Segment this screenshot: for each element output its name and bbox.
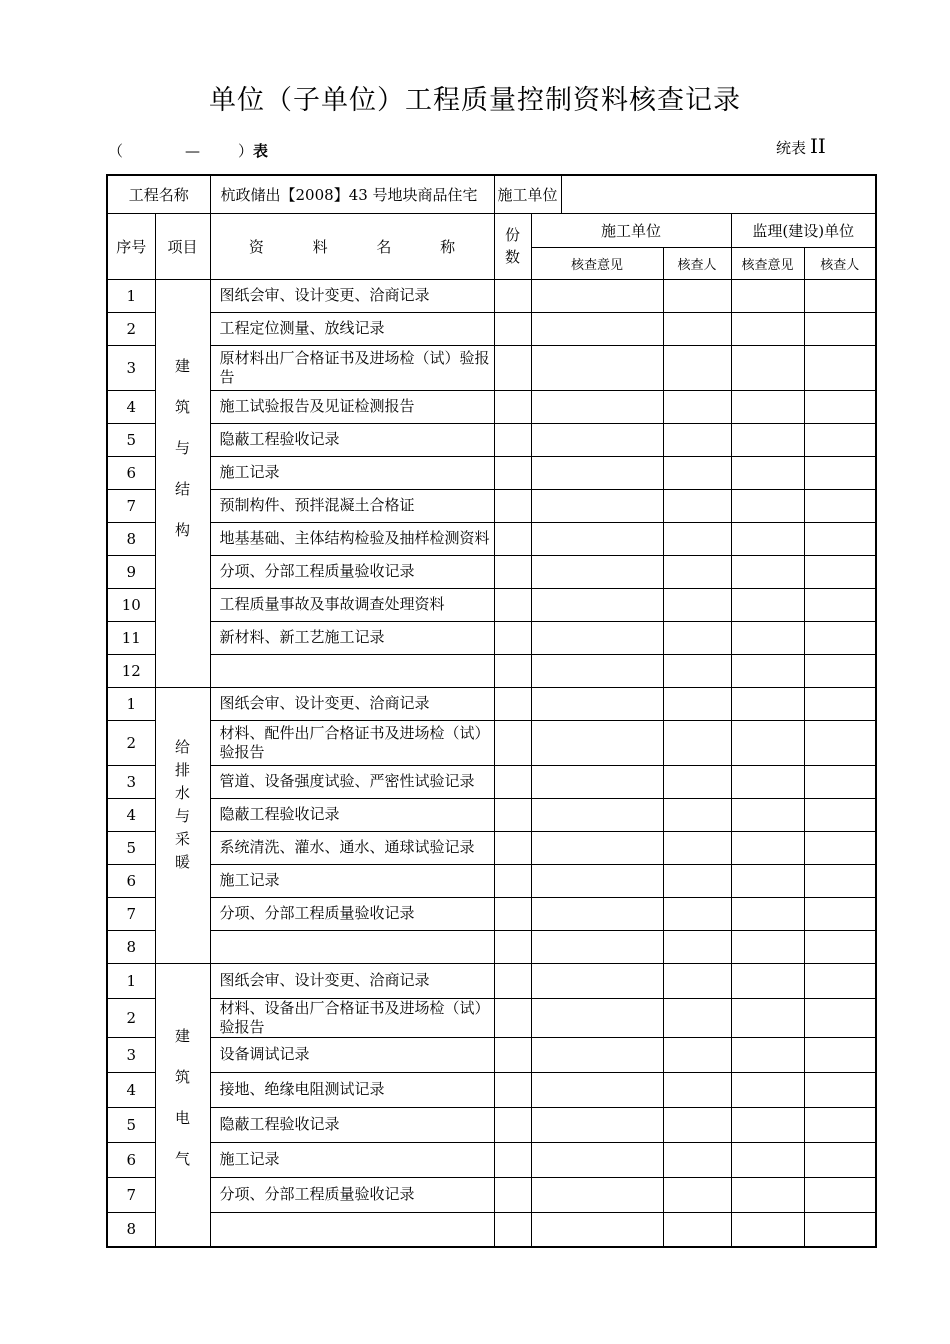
row-number: 12 (107, 654, 155, 687)
section-item-name (155, 687, 210, 963)
row-number: 8 (107, 1212, 155, 1247)
table-row (107, 1177, 876, 1212)
supervision-checker-header: 核查人 (804, 247, 876, 279)
construction-checker-cell[interactable] (663, 312, 731, 345)
supervision-checker-cell[interactable] (804, 963, 876, 998)
construction-checker-cell[interactable] (663, 345, 731, 390)
document-name: 系统清洗、灌水、通水、通球试验记录 (210, 831, 494, 864)
row-number: 3 (107, 345, 155, 390)
supervision-checker-cell[interactable] (804, 831, 876, 864)
row-number: 1 (107, 963, 155, 998)
section-item-char: 与 (175, 438, 191, 457)
table-row (107, 279, 876, 312)
table-row (107, 798, 876, 831)
construction-checker-cell[interactable] (663, 798, 731, 831)
supervision-opinion-cell[interactable] (731, 456, 804, 489)
supervision-opinion-cell[interactable] (731, 1037, 804, 1072)
copies-cell[interactable] (494, 765, 531, 798)
construction-checker-cell[interactable] (663, 423, 731, 456)
copies-cell[interactable] (494, 831, 531, 864)
copies-cell[interactable] (494, 456, 531, 489)
copies-cell[interactable] (494, 897, 531, 930)
table-row (107, 312, 876, 345)
construction-opinion-cell[interactable] (531, 798, 663, 831)
row-number: 4 (107, 798, 155, 831)
table-row (107, 765, 876, 798)
copies-cell[interactable] (494, 522, 531, 555)
supervision-opinion-header: 核查意见 (731, 247, 804, 279)
construction-checker-cell[interactable] (663, 390, 731, 423)
construction-checker-cell[interactable] (663, 930, 731, 963)
construction-opinion-cell[interactable] (531, 279, 663, 312)
supervision-checker-cell[interactable] (804, 687, 876, 720)
supervision-checker-cell[interactable] (804, 798, 876, 831)
document-name: 新材料、新工艺施工记录 (210, 621, 494, 654)
row-number: 9 (107, 555, 155, 588)
row-number: 1 (107, 279, 155, 312)
row-number: 6 (107, 864, 155, 897)
supervision-checker-cell[interactable] (804, 720, 876, 765)
supervision-opinion-cell[interactable] (731, 687, 804, 720)
supervision-opinion-cell[interactable] (731, 489, 804, 522)
copies-cell[interactable] (494, 1177, 531, 1212)
document-name: 隐蔽工程验收记录 (210, 423, 494, 456)
section-item-char: 水 (175, 784, 191, 802)
supervision-checker-cell[interactable] (804, 423, 876, 456)
supervision-opinion-cell[interactable] (731, 1107, 804, 1142)
section-item-name (155, 963, 210, 1247)
construction-checker-cell[interactable] (663, 897, 731, 930)
open-paren: （ (108, 142, 124, 160)
supervision-checker-cell[interactable] (804, 279, 876, 312)
row-number: 10 (107, 588, 155, 621)
document-name (210, 654, 494, 687)
construction-checker-header: 核查人 (663, 247, 731, 279)
construction-checker-cell[interactable] (663, 963, 731, 998)
construction-opinion-cell[interactable] (531, 998, 663, 1037)
supervision-checker-cell[interactable] (804, 1177, 876, 1212)
table-row (107, 1037, 876, 1072)
supervision-opinion-cell[interactable] (731, 897, 804, 930)
row-number: 6 (107, 456, 155, 489)
document-name (210, 1212, 494, 1247)
document-name: 施工试验报告及见证检测报告 (210, 390, 494, 423)
construction-opinion-cell[interactable] (531, 963, 663, 998)
section-item-char: 给 (175, 738, 191, 756)
construction-opinion-cell[interactable] (531, 1037, 663, 1072)
row-number: 7 (107, 489, 155, 522)
table-row (107, 1072, 876, 1107)
row-number: 2 (107, 312, 155, 345)
table-row (107, 963, 876, 998)
document-name: 图纸会审、设计变更、洽商记录 (210, 687, 494, 720)
supervision-opinion-cell[interactable] (731, 621, 804, 654)
table-row (107, 654, 876, 687)
copies-cell[interactable] (494, 864, 531, 897)
construction-opinion-cell[interactable] (531, 555, 663, 588)
construction-opinion-cell[interactable] (531, 588, 663, 621)
row-number: 5 (107, 1107, 155, 1142)
table-row (107, 831, 876, 864)
table-row (107, 687, 876, 720)
section-item-char: 筑 (175, 397, 191, 416)
construction-opinion-cell[interactable] (531, 1212, 663, 1247)
supervision-checker-cell[interactable] (804, 1142, 876, 1177)
supervision-checker-cell[interactable] (804, 1072, 876, 1107)
table-row (107, 1142, 876, 1177)
supervision-opinion-cell[interactable] (731, 798, 804, 831)
section-item-char: 暖 (175, 853, 191, 871)
construction-checker-cell[interactable] (663, 1212, 731, 1247)
supervision-opinion-cell[interactable] (731, 1142, 804, 1177)
document-name: 隐蔽工程验收记录 (210, 1107, 494, 1142)
construction-checker-cell[interactable] (663, 522, 731, 555)
seq-header: 序号 (107, 213, 155, 279)
construction-checker-cell[interactable] (663, 998, 731, 1037)
document-name: 施工记录 (210, 864, 494, 897)
copies-header: 份 数 (494, 213, 531, 279)
row-number: 4 (107, 1072, 155, 1107)
construction-opinion-cell[interactable] (531, 1177, 663, 1212)
supervision-checker-cell[interactable] (804, 864, 876, 897)
copies-cell[interactable] (494, 1037, 531, 1072)
table-row (107, 588, 876, 621)
dash: — (185, 142, 201, 160)
copies-cell[interactable] (494, 423, 531, 456)
document-name: 图纸会审、设计变更、洽商记录 (210, 963, 494, 998)
section-item-char: 电 (175, 1108, 191, 1127)
copies-cell[interactable] (494, 588, 531, 621)
table-row (107, 864, 876, 897)
table-row (107, 390, 876, 423)
construction-opinion-cell[interactable] (531, 864, 663, 897)
section-item-char: 建 (175, 356, 191, 375)
supervision-opinion-cell[interactable] (731, 555, 804, 588)
construction-opinion-cell[interactable] (531, 390, 663, 423)
table-row (107, 897, 876, 930)
copies-cell[interactable] (494, 489, 531, 522)
construction-opinion-header: 核查意见 (531, 247, 663, 279)
supervision-opinion-cell[interactable] (731, 279, 804, 312)
document-name: 材料、配件出厂合格证书及进场检（试）验报告 (210, 720, 494, 765)
construction-opinion-cell[interactable] (531, 456, 663, 489)
table-number-line (108, 140, 268, 161)
supervision-opinion-cell[interactable] (731, 963, 804, 998)
supervision-opinion-cell[interactable] (731, 345, 804, 390)
document-name: 图纸会审、设计变更、洽商记录 (210, 279, 494, 312)
project-name-label: 工程名称 (107, 175, 210, 213)
construction-checker-cell[interactable] (663, 765, 731, 798)
table-row (107, 423, 876, 456)
document-name: 原材料出厂合格证书及进场检（试）验报告 (210, 345, 494, 390)
row-number: 5 (107, 831, 155, 864)
table-row (107, 621, 876, 654)
supervision-checker-cell[interactable] (804, 1107, 876, 1142)
supervision-opinion-cell[interactable] (731, 998, 804, 1037)
construction-checker-cell[interactable] (663, 1107, 731, 1142)
row-number: 2 (107, 720, 155, 765)
copies-cell[interactable] (494, 687, 531, 720)
supervision-checker-cell[interactable] (804, 654, 876, 687)
section-item-char: 构 (175, 520, 191, 539)
construction-checker-cell[interactable] (663, 1142, 731, 1177)
row-number: 1 (107, 687, 155, 720)
document-name: 设备调试记录 (210, 1037, 494, 1072)
row-number: 5 (107, 423, 155, 456)
construction-checker-cell[interactable] (663, 555, 731, 588)
construction-checker-cell[interactable] (663, 1037, 731, 1072)
document-name: 预制构件、预拌混凝土合格证 (210, 489, 494, 522)
document-name: 管道、设备强度试验、严密性试验记录 (210, 765, 494, 798)
supervision-opinion-cell[interactable] (731, 423, 804, 456)
copies-cell[interactable] (494, 555, 531, 588)
supervision-opinion-cell[interactable] (731, 831, 804, 864)
construction-checker-cell[interactable] (663, 864, 731, 897)
copies-cell[interactable] (494, 654, 531, 687)
section-item-char: 采 (175, 830, 191, 848)
construction-opinion-cell[interactable] (531, 345, 663, 390)
construction-checker-cell[interactable] (663, 279, 731, 312)
construction-checker-cell[interactable] (663, 1177, 731, 1212)
row-number: 7 (107, 897, 155, 930)
row-number: 4 (107, 390, 155, 423)
doc-name-header: 资 料 名 称 (210, 213, 494, 279)
table-row (107, 930, 876, 963)
document-name: 接地、绝缘电阻测试记录 (210, 1072, 494, 1107)
supervision-checker-cell[interactable] (804, 897, 876, 930)
construction-opinion-cell[interactable] (531, 831, 663, 864)
item-header: 项目 (155, 213, 210, 279)
copies-cell[interactable] (494, 390, 531, 423)
section-item-char: 气 (175, 1149, 191, 1168)
construction-checker-cell[interactable] (663, 588, 731, 621)
construction-checker-cell[interactable] (663, 831, 731, 864)
construction-opinion-cell[interactable] (531, 654, 663, 687)
row-number: 8 (107, 930, 155, 963)
copies-cell[interactable] (494, 720, 531, 765)
construction-opinion-cell[interactable] (531, 1107, 663, 1142)
supervision-opinion-cell[interactable] (731, 1177, 804, 1212)
construction-checker-cell[interactable] (663, 654, 731, 687)
document-name: 材料、设备出厂合格证书及进场检（试）验报告 (210, 998, 494, 1037)
row-number: 8 (107, 522, 155, 555)
supervision-opinion-cell[interactable] (731, 765, 804, 798)
construction-opinion-cell[interactable] (531, 765, 663, 798)
supervision-opinion-cell[interactable] (731, 588, 804, 621)
table-row (107, 345, 876, 390)
document-name: 工程质量事故及事故调查处理资料 (210, 588, 494, 621)
construction-opinion-cell[interactable] (531, 1142, 663, 1177)
construction-checker-cell[interactable] (663, 621, 731, 654)
copies-cell[interactable] (494, 621, 531, 654)
supervision-opinion-cell[interactable] (731, 720, 804, 765)
header-row-1 (107, 213, 876, 247)
supervision-checker-cell[interactable] (804, 930, 876, 963)
table-row (107, 555, 876, 588)
supervision-checker-cell[interactable] (804, 390, 876, 423)
project-name-value[interactable]: 杭政储出【2008】43 号地块商品住宅 (210, 175, 494, 213)
row-number: 11 (107, 621, 155, 654)
table-row (107, 1212, 876, 1247)
copies-cell[interactable] (494, 798, 531, 831)
section-item-char: 与 (175, 807, 191, 825)
construction-opinion-cell[interactable] (531, 897, 663, 930)
construction-opinion-cell[interactable] (531, 312, 663, 345)
supervision-opinion-cell[interactable] (731, 390, 804, 423)
supervision-opinion-cell[interactable] (731, 864, 804, 897)
document-name: 地基基础、主体结构检验及抽样检测资料 (210, 522, 494, 555)
copies-cell[interactable] (494, 1072, 531, 1107)
construction-checker-cell[interactable] (663, 489, 731, 522)
supervision-checker-cell[interactable] (804, 489, 876, 522)
close-paren: ） (238, 142, 254, 160)
table-row (107, 489, 876, 522)
construction-unit-header: 施工单位 (531, 213, 731, 247)
row-number: 7 (107, 1177, 155, 1212)
supervision-checker-cell[interactable] (804, 312, 876, 345)
supervision-unit-header: 监理(建设)单位 (731, 213, 876, 247)
section-item-char: 建 (175, 1026, 191, 1045)
document-name (210, 930, 494, 963)
supervision-opinion-cell[interactable] (731, 1212, 804, 1247)
supervision-checker-cell[interactable] (804, 555, 876, 588)
construction-checker-cell[interactable] (663, 1072, 731, 1107)
construction-opinion-cell[interactable] (531, 423, 663, 456)
form-code-roman: II (810, 134, 826, 158)
supervision-opinion-cell[interactable] (731, 312, 804, 345)
copies-cell[interactable] (494, 1142, 531, 1177)
check-record-table (106, 174, 877, 1248)
document-name: 分项、分部工程质量验收记录 (210, 897, 494, 930)
supervision-opinion-cell[interactable] (731, 1072, 804, 1107)
copies-cell[interactable] (494, 312, 531, 345)
supervision-checker-cell[interactable] (804, 1037, 876, 1072)
form-code-label: 统表 (776, 139, 807, 157)
document-name: 施工记录 (210, 1142, 494, 1177)
document-name: 分项、分部工程质量验收记录 (210, 555, 494, 588)
table-suffix: 表 (253, 142, 269, 160)
copies-cell[interactable] (494, 345, 531, 390)
construction-opinion-cell[interactable] (531, 489, 663, 522)
row-number: 2 (107, 998, 155, 1037)
supervision-checker-cell[interactable] (804, 621, 876, 654)
construction-unit-value[interactable] (561, 175, 876, 213)
construction-checker-cell[interactable] (663, 720, 731, 765)
construction-opinion-cell[interactable] (531, 930, 663, 963)
table-row (107, 522, 876, 555)
construction-opinion-cell[interactable] (531, 720, 663, 765)
supervision-checker-cell[interactable] (804, 765, 876, 798)
supervision-checker-cell[interactable] (804, 998, 876, 1037)
table-row (107, 1107, 876, 1142)
construction-checker-cell[interactable] (663, 687, 731, 720)
page-title: 单位（子单位）工程质量控制资料核查记录 (209, 85, 741, 116)
table-row (107, 720, 876, 765)
construction-unit-label: 施工单位 (494, 175, 561, 213)
copies-cell[interactable] (494, 963, 531, 998)
section-item-name (155, 279, 210, 687)
row-number: 3 (107, 1037, 155, 1072)
copies-cell[interactable] (494, 1212, 531, 1247)
supervision-checker-cell[interactable] (804, 1212, 876, 1247)
copies-cell[interactable] (494, 930, 531, 963)
copies-cell[interactable] (494, 998, 531, 1037)
supervision-opinion-cell[interactable] (731, 654, 804, 687)
section-item-char: 筑 (175, 1067, 191, 1086)
supervision-checker-cell[interactable] (804, 522, 876, 555)
supervision-opinion-cell[interactable] (731, 522, 804, 555)
copies-cell[interactable] (494, 1107, 531, 1142)
document-name: 隐蔽工程验收记录 (210, 798, 494, 831)
supervision-checker-cell[interactable] (804, 345, 876, 390)
construction-opinion-cell[interactable] (531, 687, 663, 720)
supervision-checker-cell[interactable] (804, 456, 876, 489)
section-item-char: 排 (175, 761, 191, 779)
table-row (107, 456, 876, 489)
supervision-opinion-cell[interactable] (731, 930, 804, 963)
document-name: 工程定位测量、放线记录 (210, 312, 494, 345)
construction-opinion-cell[interactable] (531, 522, 663, 555)
row-number: 6 (107, 1142, 155, 1177)
supervision-checker-cell[interactable] (804, 588, 876, 621)
document-name: 分项、分部工程质量验收记录 (210, 1177, 494, 1212)
construction-checker-cell[interactable] (663, 456, 731, 489)
construction-opinion-cell[interactable] (531, 1072, 663, 1107)
form-code (776, 134, 826, 158)
document-name: 施工记录 (210, 456, 494, 489)
row-number: 3 (107, 765, 155, 798)
copies-cell[interactable] (494, 279, 531, 312)
section-item-char: 结 (175, 479, 191, 498)
project-row (107, 175, 876, 213)
table-row (107, 998, 876, 1037)
construction-opinion-cell[interactable] (531, 621, 663, 654)
